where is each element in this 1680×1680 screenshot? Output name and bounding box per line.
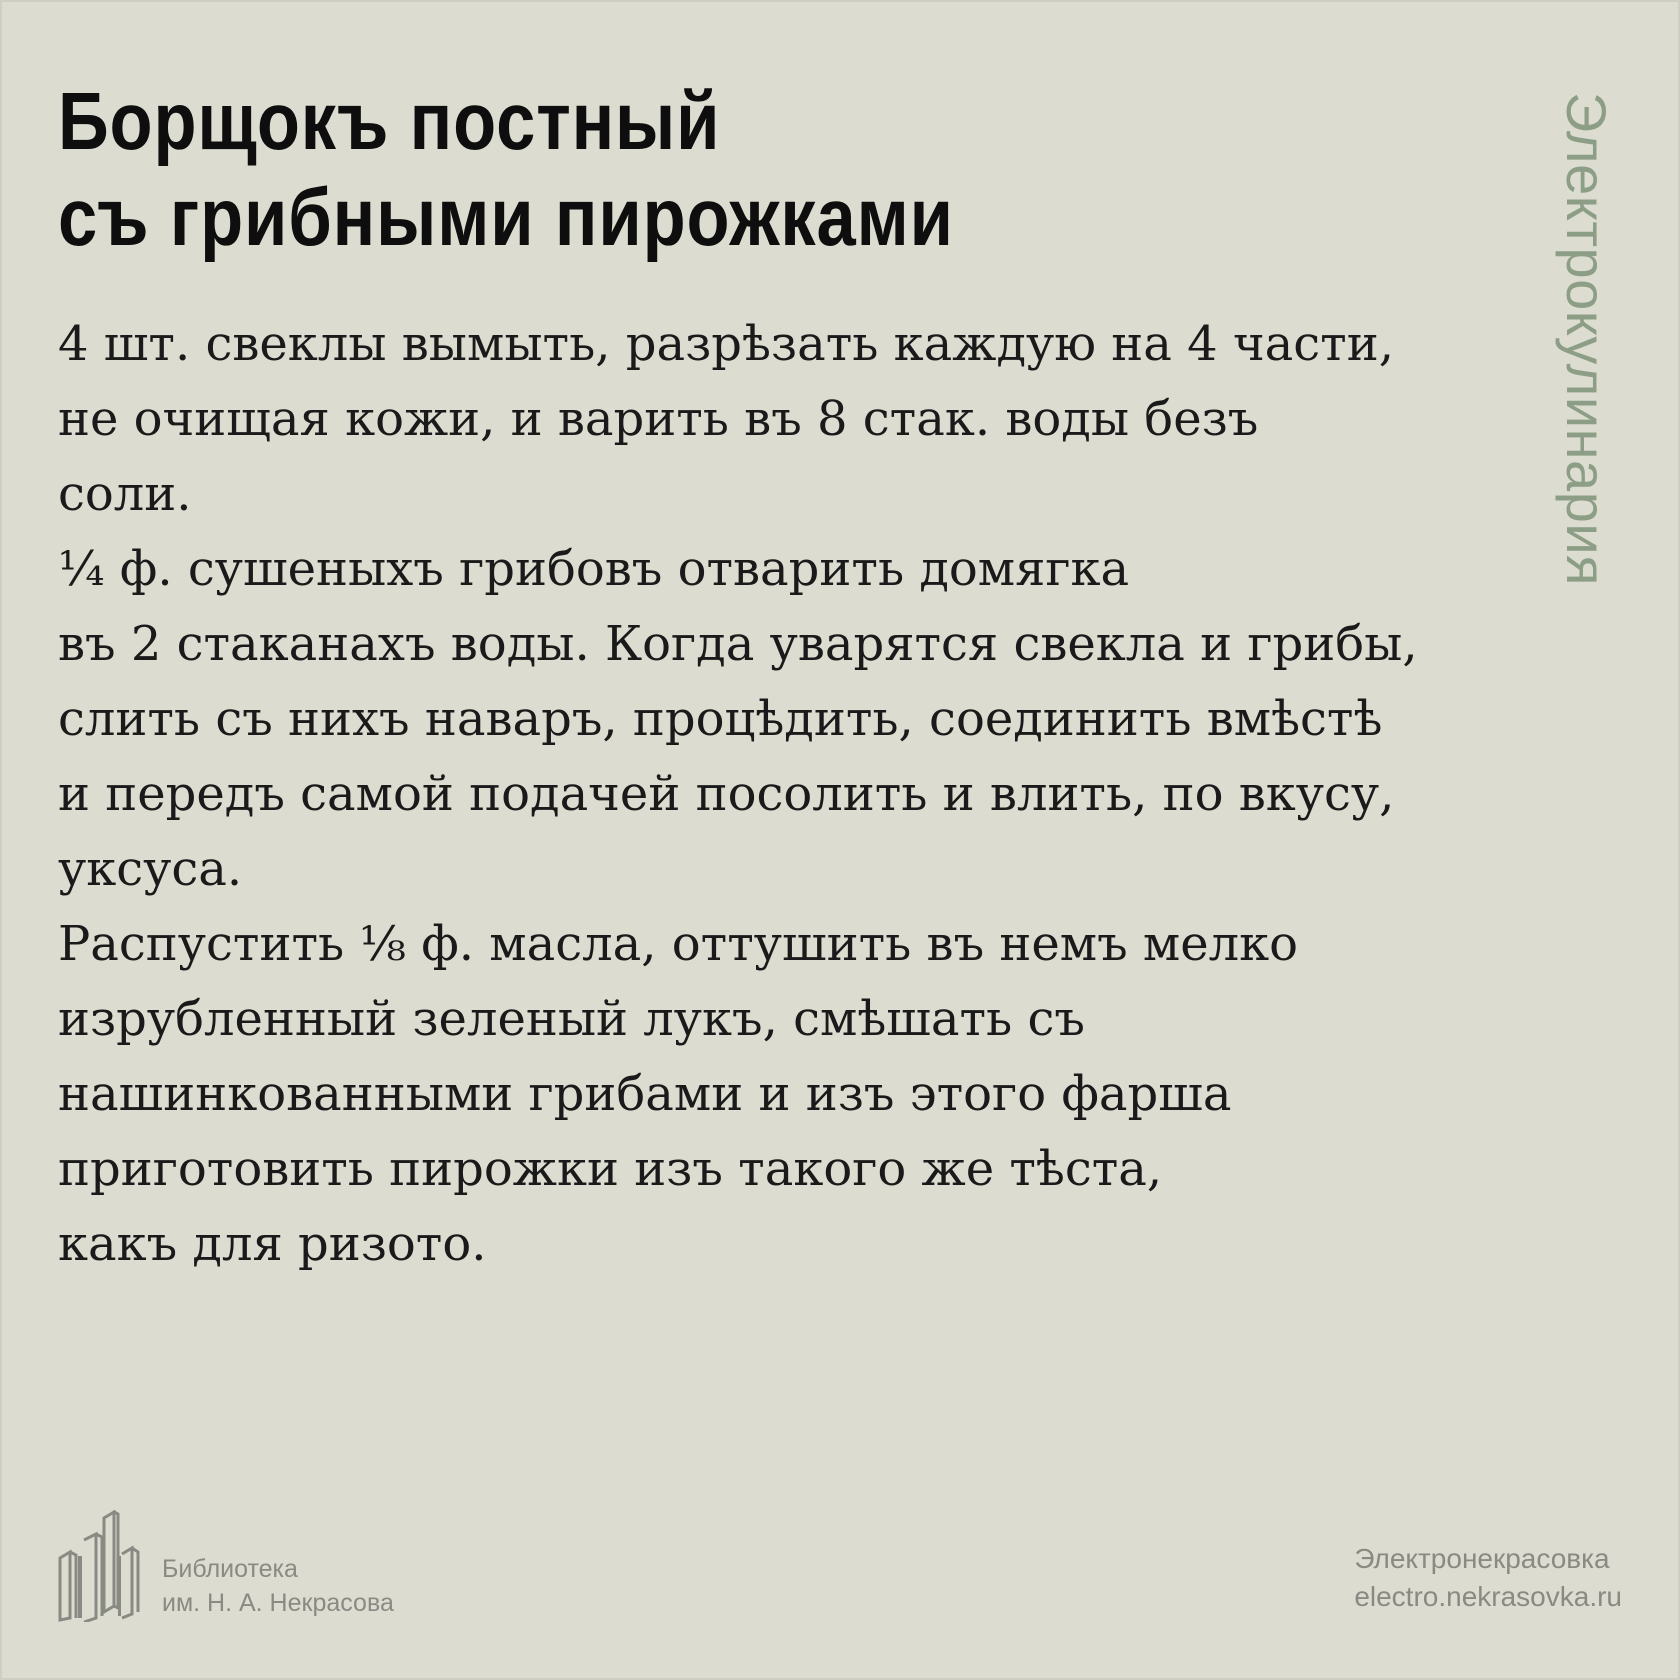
library-credit (56, 1510, 394, 1622)
site-url[interactable]: electro.nekrasovka.ru (1354, 1581, 1622, 1612)
recipe-text (58, 307, 1538, 1282)
recipe-line: въ 2 стаканахъ воды. Когда уварятся свекла и грибы, (58, 616, 1418, 672)
recipe-line: и передъ самой подачей посолить и влить, по вкусу, (58, 766, 1395, 822)
recipe-line: ¼ ф. сушеныхъ грибовъ отварить домягка (58, 541, 1130, 597)
section-label: Электрокулинария (1555, 92, 1618, 586)
library-books-icon (56, 1510, 148, 1622)
title-line-2: съ грибными пирожками (58, 172, 954, 263)
recipe-line: изрубленный зеленый лукъ, смѣшать съ (58, 991, 1085, 1047)
library-name (162, 1552, 394, 1620)
recipe-line: приготовить пирожки изъ такого же тѣста, (58, 1141, 1163, 1197)
recipe-line: какъ для ризото. (58, 1216, 487, 1272)
recipe-line: соли. (58, 466, 192, 522)
recipe-line: уксуса. (58, 841, 243, 897)
library-name-line-1: Библиотека (162, 1555, 298, 1583)
site-credit (1354, 1540, 1622, 1616)
site-name: Электронекрасовка (1354, 1543, 1610, 1574)
recipe-line: 4 шт. свеклы вымыть, разрѣзать каждую на 4 части, (58, 316, 1394, 372)
recipe-line: нашинкованными грибами и изъ этого фарша (58, 1066, 1232, 1122)
recipe-line: не очищая кожи, и варить въ 8 стак. воды безъ (58, 391, 1259, 447)
title-line-1: Борщокъ постный (58, 76, 721, 167)
library-name-line-2: им. Н. А. Некрасова (162, 1589, 394, 1617)
recipe-line: Распустить ⅛ ф. масла, оттушить въ немъ мелко (58, 916, 1299, 972)
page-title (58, 74, 1245, 266)
recipe-line: слить съ нихъ наваръ, процѣдить, соединить вмѣстѣ (58, 691, 1383, 747)
